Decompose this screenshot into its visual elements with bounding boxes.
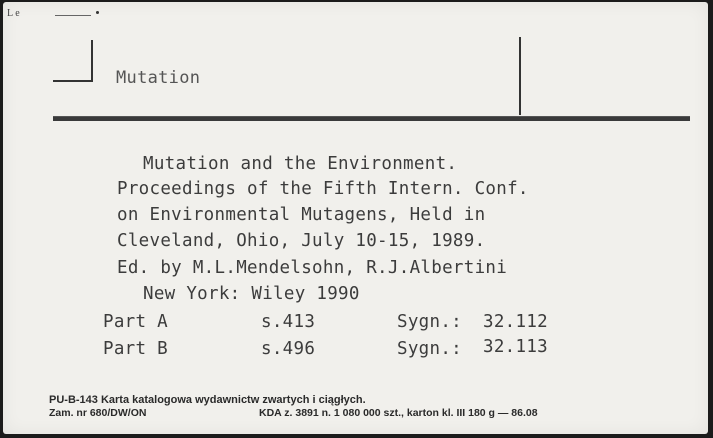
- part-a-sygn: 32.112: [483, 312, 549, 332]
- footer-order-number: Zam. nr 680/DW/ON: [49, 407, 147, 419]
- part-b-label: Part B: [103, 339, 169, 359]
- part-b-pages: s.496: [261, 339, 316, 359]
- title-line: Mutation and the Environment.: [143, 154, 458, 174]
- footer-form-name: PU-B-143 Karta katalogowa wydawnictw zwartych i ciągłych.: [49, 394, 366, 406]
- body-line-4: Cleveland, Ohio, July 10-15, 1989.: [117, 231, 486, 251]
- part-b-sygn-label: Sygn.:: [397, 339, 463, 359]
- corner-dot: [96, 11, 99, 14]
- part-a-label: Part A: [103, 312, 169, 332]
- body-line-3: on Environmental Mutagens, Held in: [117, 205, 486, 225]
- body-line-2: Proceedings of the Fifth Intern. Conf.: [117, 179, 529, 199]
- right-vertical-rule: [519, 37, 521, 115]
- card-heading: Mutation: [116, 68, 201, 88]
- catalog-card: [3, 2, 708, 434]
- corner-dash: [55, 15, 91, 16]
- publisher-line: New York: Wiley 1990: [143, 284, 360, 304]
- header-rule: [53, 116, 690, 121]
- part-a-pages: s.413: [261, 312, 316, 332]
- footer-print-info: KDA z. 3891 n. 1 080 000 szt., karton kl. III 180 g — 86.08: [259, 407, 538, 419]
- editors-line: Ed. by M.L.Mendelsohn, R.J.Albertini: [117, 258, 508, 278]
- part-b-sygn: 32.113: [483, 337, 549, 357]
- left-vertical-rule: [91, 40, 93, 80]
- left-horizontal-rule: [53, 80, 93, 82]
- corner-mark: L e: [7, 8, 20, 19]
- part-a-sygn-label: Sygn.:: [397, 312, 463, 332]
